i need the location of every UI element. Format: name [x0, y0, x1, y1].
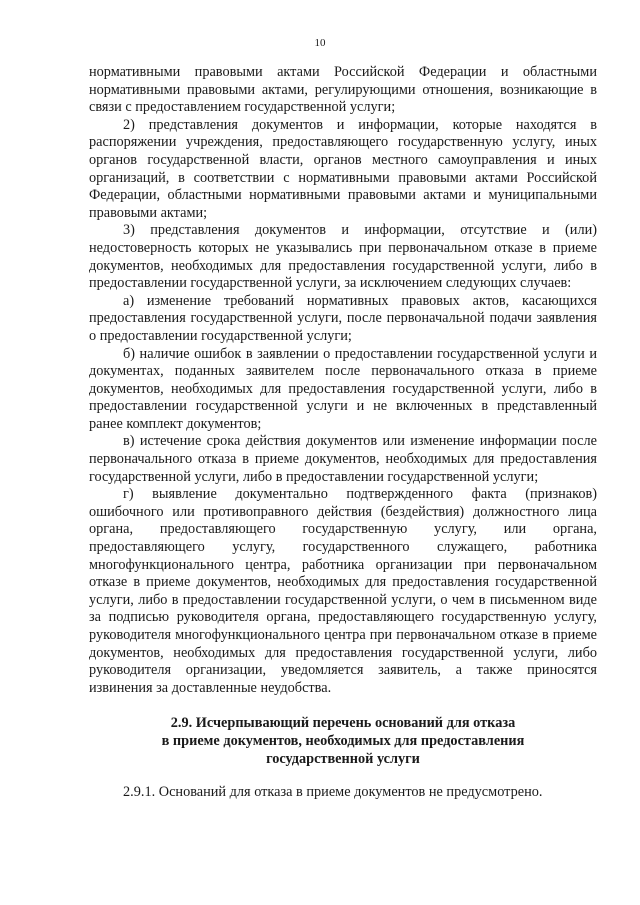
- paragraph-subitem-a: а) изменение требований нормативных правовых актов, касающихся предоставления государственной услуги, после первоначальной подачи заявления о предоставлении государственной услуги;: [89, 292, 597, 344]
- paragraph-continuation: нормативными правовыми актами Российской Федерации и областными нормативными правовыми актами, регулирующими отношения, возникающие в связи с предоставлением государственной услуги;: [89, 64, 597, 116]
- paragraph-item-2: 2) представления документов и информации, которые находятся в распоряжении учреждения, предоставляющего государственную услугу, иных органов государственной власти, органов местного самоуправления и иных организаций, в соответствии с нормативными правовыми актами Российской Федерации, областными нормативными правовыми актами и муниципальными правовыми актами;: [89, 116, 597, 221]
- document-body: [89, 64, 597, 802]
- paragraph-subitem-v: в) истечение срока действия документов или изменение информации после первоначального отказа в приеме документов, необходимых для предоставления государственной услуги, либо в предоставлении государственной услуги;: [89, 433, 597, 485]
- section-heading-line-3: государственной услуги: [266, 750, 420, 767]
- section-heading-line-1: 2.9. Исчерпывающий перечень оснований для отказа: [170, 715, 516, 732]
- page-number: 10: [314, 37, 326, 49]
- section-paragraph-2-9-1: 2.9.1. Оснований для отказа в приеме документов не предусмотрено.: [123, 784, 543, 801]
- paragraph-item-3: 3) представления документов и информации, отсутствие и (или) недостоверность которых не указывались при первоначальном отказе в приеме документов, необходимых для предоставления государственной услуги, либо в предоставлении государственной услуги, за исключением следующих случаев:: [89, 222, 597, 292]
- section-heading: [89, 715, 597, 768]
- section-heading-line-2: в приеме документов, необходимых для предоставления: [161, 732, 525, 749]
- paragraph-subitem-b: б) наличие ошибок в заявлении о предоставлении государственной услуги и документах, поданных заявителем после первоначального отказа в приеме документов, необходимых для предоставления государственной услуги, либо в предоставлении государственной услуги и не включенных в представленный ранее комплект документов;: [89, 345, 597, 432]
- paragraph-subitem-g: г) выявление документально подтвержденного факта (признаков) ошибочного или противоправного действия (бездействия) должностного лица органа, предоставляющего государственную услугу, или органа, предоставляющего услугу, государственного служащего, работника многофункционального центра, работника организации при первоначальном отказе в приеме документов, необходимых для предоставления государственной услуги, либо в предоставлении государственной услуги, о чем в письменном виде за подписью руководителя органа, предоставляющего государственную услугу, руководителя многофункционального центра при первоначальном отказе в приеме документов, необходимых для предоставления государственной услуги, либо руководителя организации, уведомляется заявитель, а также приносятся извинения за доставленные неудобства.: [89, 486, 597, 696]
